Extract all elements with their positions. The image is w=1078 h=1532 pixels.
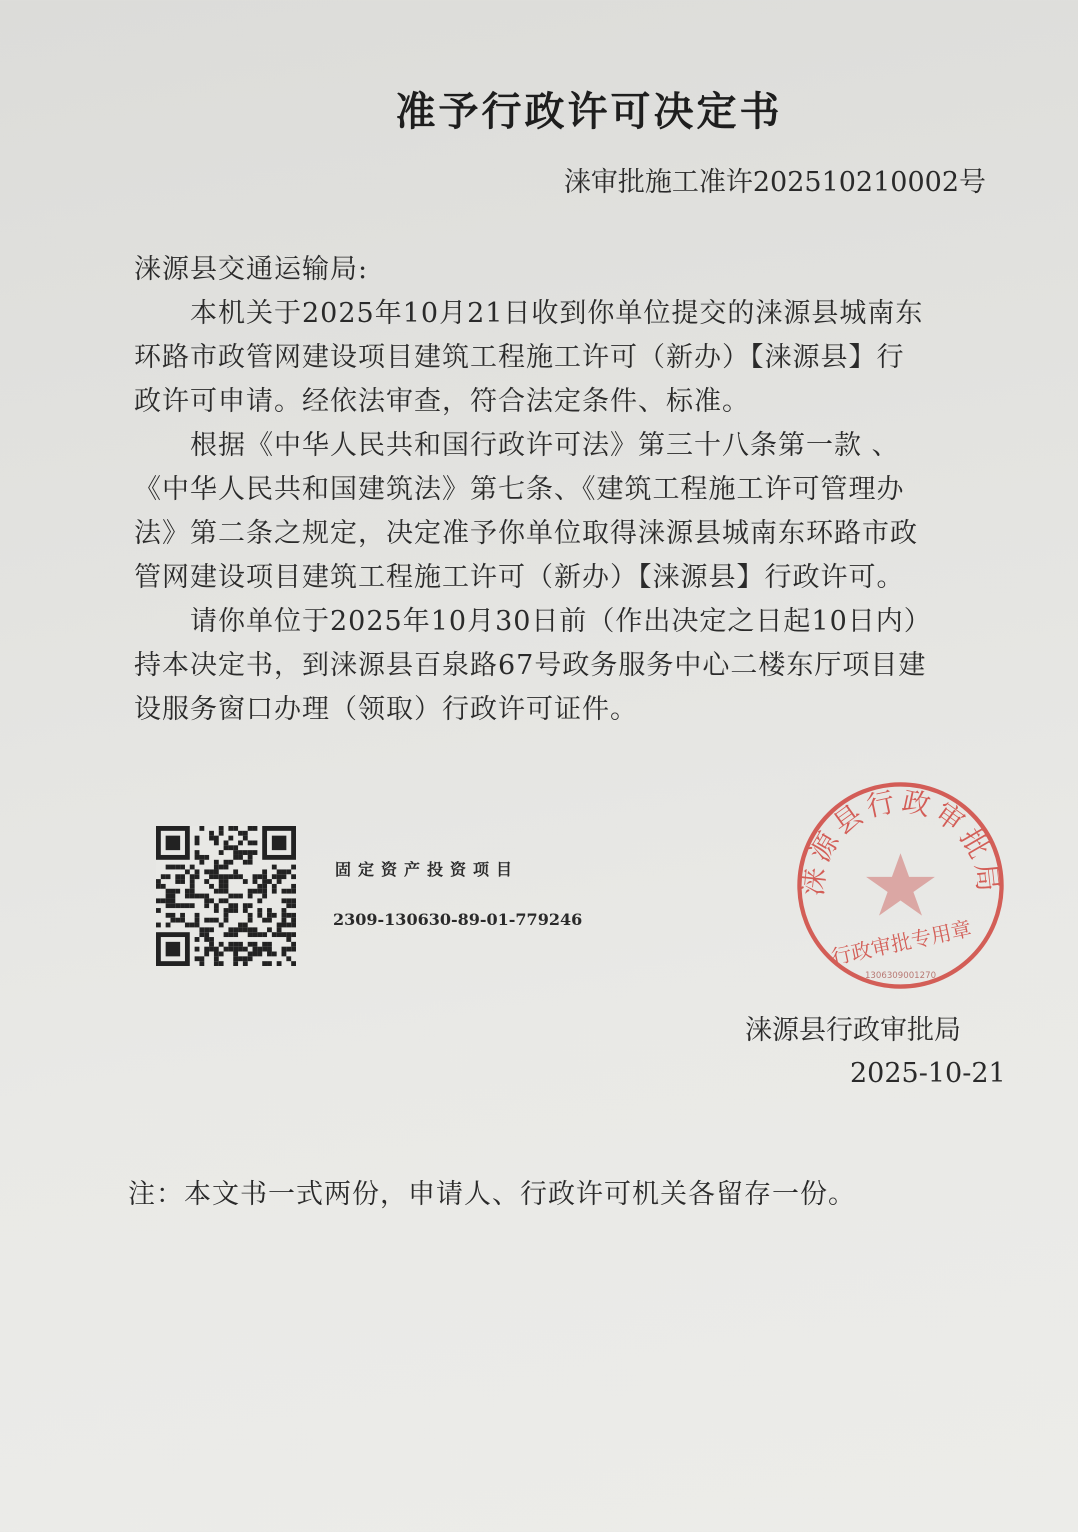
body-line: 管网建设项目建筑工程施工许可（新办）【涞源县】行政许可。 xyxy=(134,562,905,593)
official-seal-icon xyxy=(793,778,1008,993)
body-line: 本机关于2025年10月21日收到你单位提交的涞源县城南东 xyxy=(134,298,924,329)
body-line: 设服务窗口办理（领取）行政许可证件。 xyxy=(134,694,638,725)
body-line: 持本决定书，到涞源县百泉路67号政务服务中心二楼东厅项目建 xyxy=(134,650,927,681)
footnote: 注：本文书一式两份，申请人、行政许可机关各留存一份。 xyxy=(128,1179,856,1210)
body-line: 《中华人民共和国建筑法》第七条、《建筑工程施工许可管理办 xyxy=(134,474,905,505)
svg-text:行政审批专用章 xyxy=(829,916,974,969)
qr-code-icon xyxy=(155,826,297,966)
document-title: 准予行政许可决定书 xyxy=(395,89,783,135)
body-line: 政许可申请。经依法审查，符合法定条件、标准。 xyxy=(134,386,750,417)
body-line: 环路市政管网建设项目建筑工程施工许可（新办）【涞源县】行 xyxy=(134,342,905,373)
document-body xyxy=(134,248,932,732)
seal-bottom-text: 行政审批专用章 xyxy=(828,916,974,970)
document-number: 涞审批施工准许202510210002号 xyxy=(563,167,986,198)
body-line: 法》第二条之规定，决定准予你单位取得涞源县城南东环路市政 xyxy=(134,518,918,549)
svg-text:1306309001270 xyxy=(865,971,936,981)
project-code: 2309-130630-89-01-779246 xyxy=(333,910,583,929)
seal-top-text: 涞源县行政审批局 xyxy=(795,784,1006,898)
seal-serial: 1306309001270 xyxy=(864,970,937,981)
body-line: 请你单位于2025年10月30日前（作出决定之日起10日内） xyxy=(134,606,932,637)
issuing-unit: 涞源县行政审批局 xyxy=(745,1015,961,1046)
body-line: 根据《中华人民共和国行政许可法》第三十八条第一款 、 xyxy=(134,430,900,461)
issue-date: 2025-10-21 xyxy=(850,1058,1006,1089)
project-label: 固定资产投资项目 xyxy=(335,860,520,879)
recipient: 涞源县交通运输局: xyxy=(134,254,369,285)
